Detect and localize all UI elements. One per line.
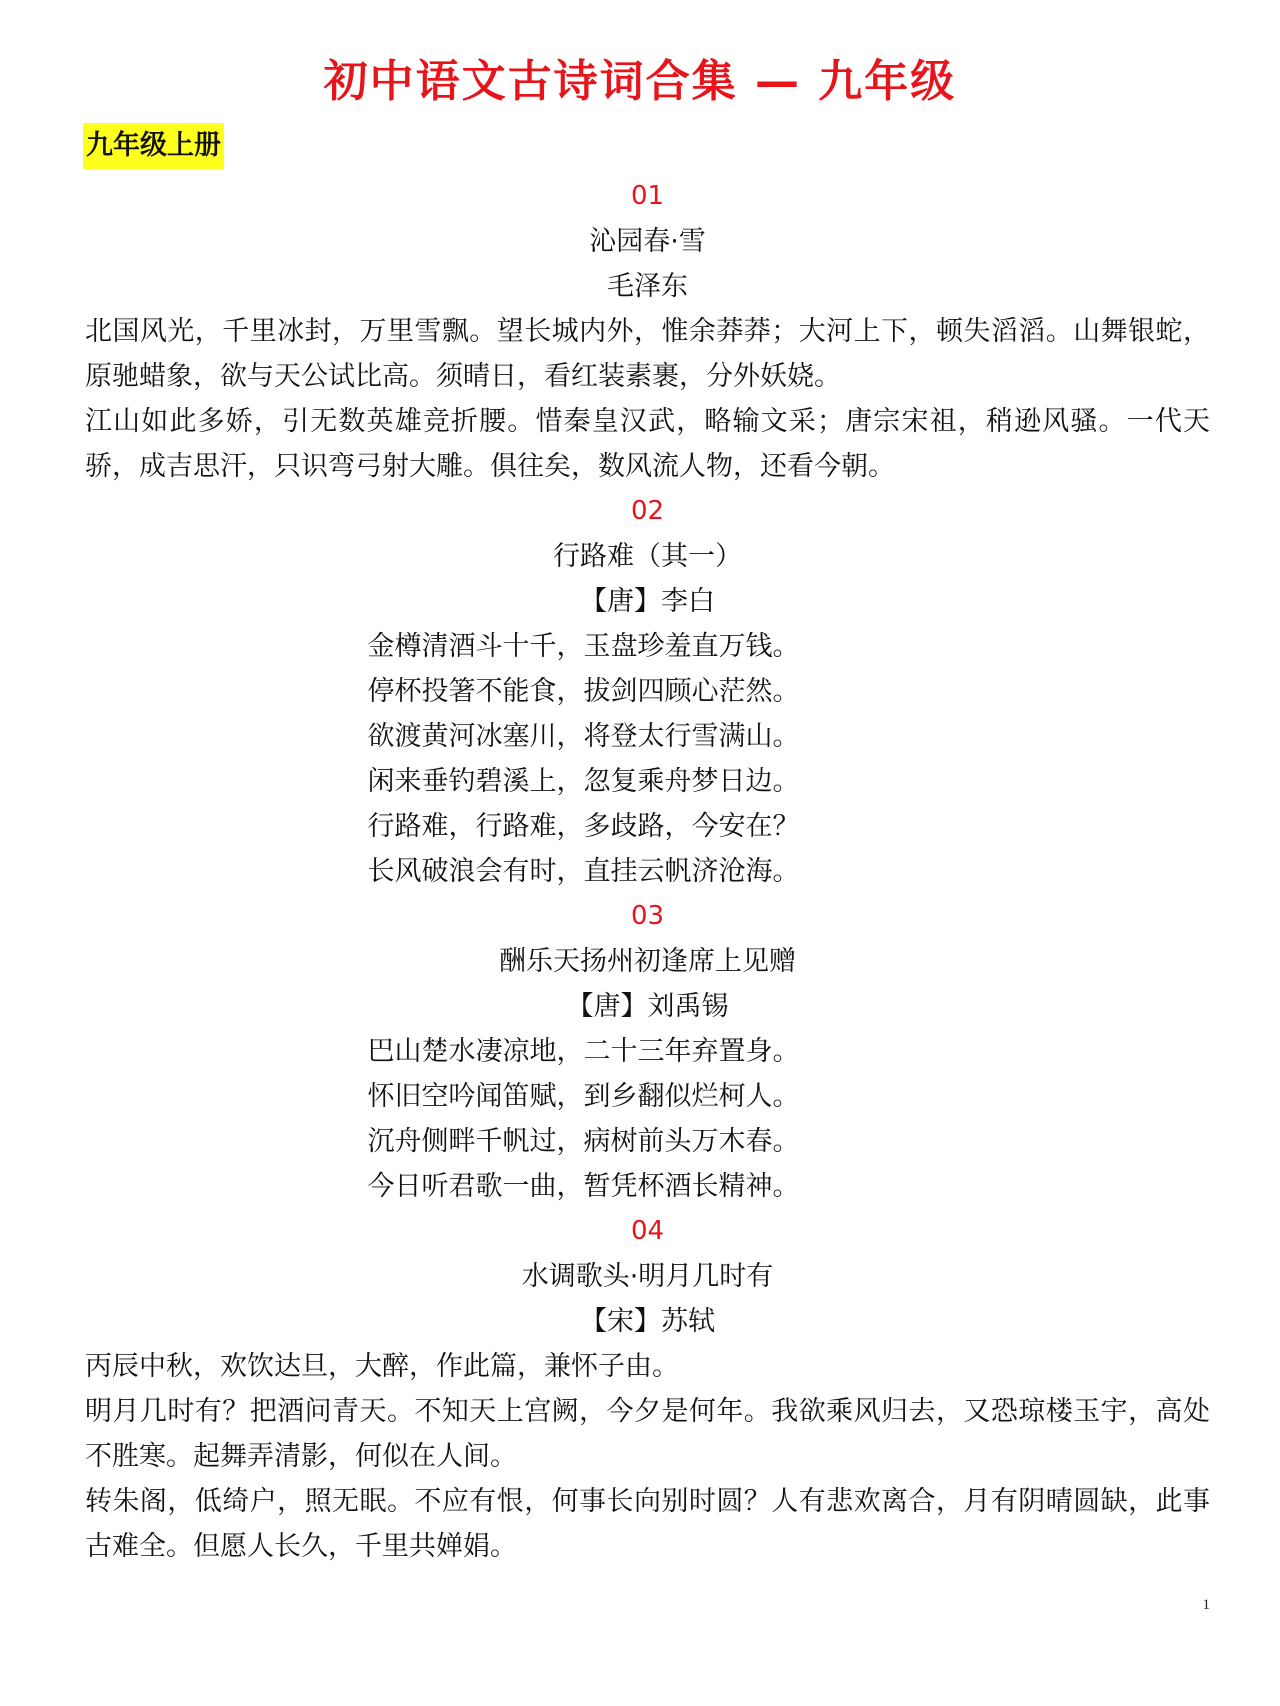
poem-line: 巴山楚水凄凉地，二十三年弃置身。 — [367, 1036, 800, 1067]
poem-paragraph: 江山如此多娇，引无数英雄竞折腰。惜秦皇汉武，略输文采；唐宗宋祖，稍逊风骚。一代天骄，成吉思汗，只识弯弓射大雕。俱往矣，数风流人物，还看今朝。 — [85, 406, 1210, 482]
poem-paragraph: 明月几时有？把酒问青天。不知天上宫阙，今夕是何年。我欲乘风归去，又恐琼楼玉宇，高处不胜寒。起舞弄清影，何似在人间。 — [85, 1396, 1210, 1472]
poem-number: 01 — [630, 181, 665, 211]
poem-verse — [368, 1029, 928, 1209]
poem-title: 水调歌头·明月几时有 — [521, 1261, 774, 1292]
poem-line: 怀旧空吟闻笛赋，到乡翻似烂柯人。 — [367, 1081, 800, 1112]
poem-section-04 — [85, 1209, 1210, 1569]
poem-author: 【唐】刘禹锡 — [566, 991, 729, 1022]
poem-line: 行路难，行路难，多歧路，今安在？ — [367, 811, 800, 842]
poem-line: 今日听君歌一曲，暂凭杯酒长精神。 — [367, 1171, 800, 1202]
poem-content — [85, 174, 1210, 1569]
poem-number: 02 — [630, 496, 665, 526]
poem-verse — [368, 624, 928, 894]
poem-paragraph: 转朱阁，低绮户，照无眠。不应有恨，何事长向别时圆？人有悲欢离合，月有阴晴圆缺，此事古难全。但愿人长久，千里共婵娟。 — [85, 1486, 1210, 1562]
poem-title: 行路难（其一） — [553, 541, 742, 572]
page-number: 1 — [1202, 1597, 1210, 1613]
poem-number: 03 — [630, 901, 665, 931]
poem-paragraph: 北国风光，千里冰封，万里雪飘。望长城内外，惟余莽莽；大河上下，顿失滔滔。山舞银蛇，原驰蜡象，欲与天公试比高。须晴日，看红装素裹，分外妖娆。 — [85, 316, 1210, 392]
document-title: 初中语文古诗词合集 — 九年级 — [323, 56, 957, 107]
poem-line: 停杯投箸不能食，拔剑四顾心茫然。 — [367, 676, 800, 707]
poem-section-02 — [85, 489, 1210, 894]
poem-author: 【唐】李白 — [580, 586, 715, 617]
volume-label: 九年级上册 — [83, 123, 224, 169]
poem-number: 04 — [630, 1216, 665, 1246]
poem-line: 沉舟侧畔千帆过，病树前头万木春。 — [367, 1126, 800, 1157]
poem-line: 长风破浪会有时，直挂云帆济沧海。 — [367, 856, 800, 887]
poem-preface: 丙辰中秋，欢饮达旦，大醉，作此篇，兼怀子由。 — [85, 1351, 679, 1382]
poem-line: 闲来垂钓碧溪上，忽复乘舟梦日边。 — [367, 766, 800, 797]
poem-author: 【宋】苏轼 — [580, 1306, 715, 1337]
poem-title: 沁园春·雪 — [589, 226, 706, 257]
poem-title: 酬乐天扬州初逢席上见赠 — [499, 946, 796, 977]
poem-section-03 — [85, 894, 1210, 1209]
poem-line: 金樽清酒斗十千，玉盘珍羞直万钱。 — [367, 631, 800, 662]
poem-line: 欲渡黄河冰塞川，将登太行雪满山。 — [367, 721, 800, 752]
poem-author: 毛泽东 — [607, 271, 688, 302]
poem-section-01 — [85, 174, 1210, 489]
